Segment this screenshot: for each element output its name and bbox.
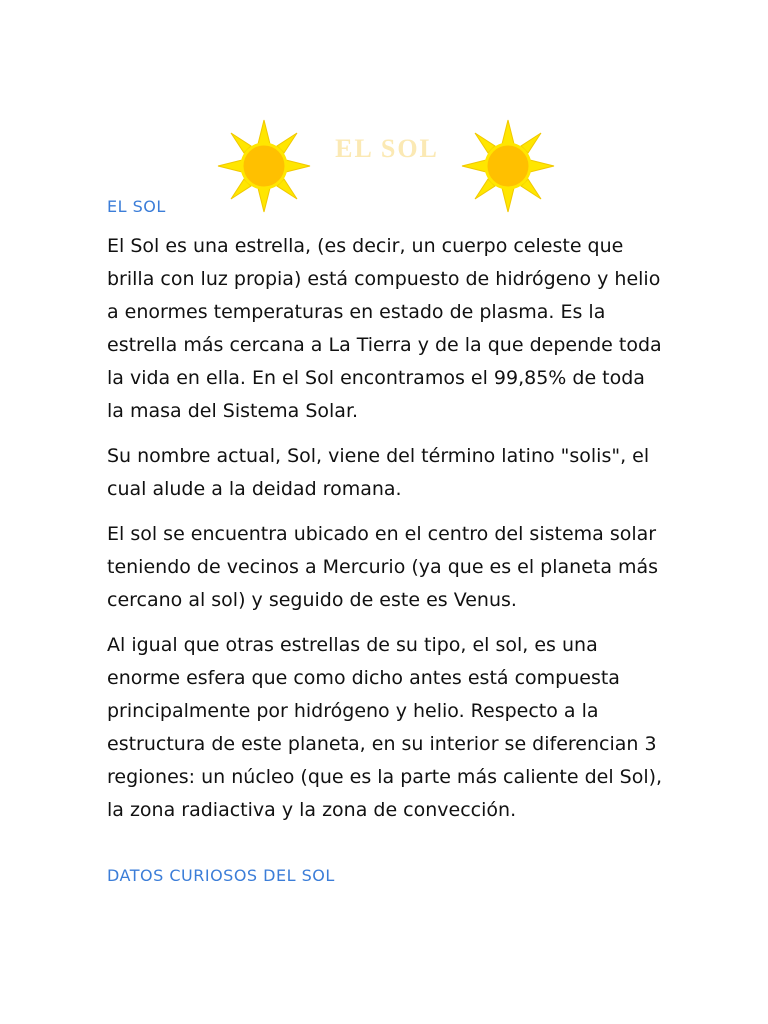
sun-icon <box>460 118 556 214</box>
title-banner <box>210 118 560 218</box>
paragraph: El Sol es una estrella, (es decir, un cuerpo celeste que brilla con luz propia) está compuesto de hidrógeno y helio a enormes temperaturas en estado de plasma. Es la estrella más cercana a La Tierra y de la que depende toda la vida en ella. En el Sol encontramos el 99,85% de toda la masa del Sistema Solar. <box>107 235 662 422</box>
paragraph: Su nombre actual, Sol, viene del término latino "solis", el cual alude a la deidad romana. <box>107 445 650 500</box>
section-heading-datos-curiosos: DATOS CURIOSOS DEL SOL <box>107 866 335 885</box>
body-text <box>107 230 667 839</box>
paragraph: Al igual que otras estrellas de su tipo, el sol, es una enorme esfera que como dicho antes está compuesta principalmente por hidrógeno y helio. Respecto a la estructura de este planeta, en su interior se diferencian 3 regiones: un núcleo (que es la parte más caliente del Sol), la zona radiactiva y la zona de convección. <box>107 634 663 821</box>
sun-icon <box>216 118 312 214</box>
faded-title: EL SOL <box>335 134 439 163</box>
paragraph: El sol se encuentra ubicado en el centro del sistema solar teniendo de vecinos a Mercurio (ya que es el planeta más cercano al sol) y seguido de este es Venus. <box>107 523 659 611</box>
section-heading-el-sol: EL SOL <box>107 197 166 216</box>
